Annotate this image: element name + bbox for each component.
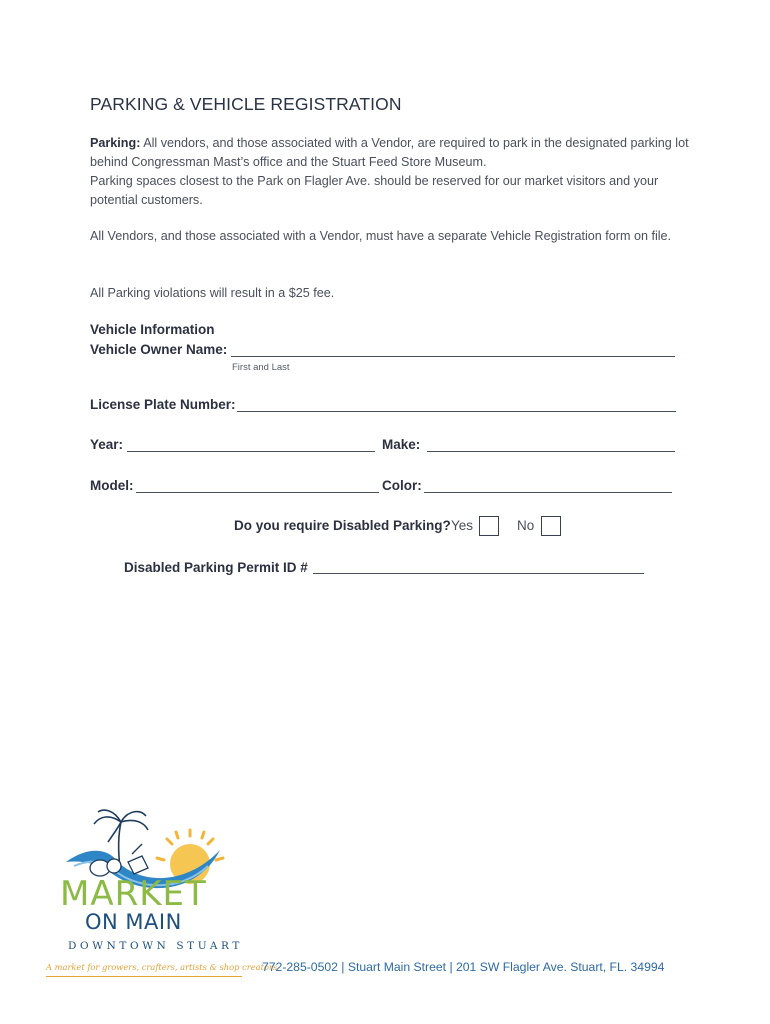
logo-tagline: A market for growers, crafters, artists & shop creators — [46, 962, 278, 972]
year-field[interactable] — [127, 451, 375, 452]
vehicle-info-heading: Vehicle Information — [90, 322, 215, 337]
make-label: Make: — [382, 437, 421, 452]
owner-name-label: Vehicle Owner Name: — [90, 342, 228, 357]
parking-spaces-text: Parking spaces closest to the Park on Flagler Ave. should be reserved for our market visitors and your potential customers. — [90, 174, 659, 207]
form-title: PARKING & VEHICLE REGISTRATION — [90, 94, 402, 114]
color-field[interactable] — [424, 492, 672, 493]
permit-id-label: Disabled Parking Permit ID # — [124, 560, 308, 575]
violations-paragraph: All Parking violations will result in a $25 fee. — [90, 286, 335, 300]
logo-market-text: MARKET — [60, 874, 207, 914]
yes-option-label: Yes — [451, 518, 474, 533]
no-checkbox[interactable] — [541, 516, 561, 536]
permit-id-field[interactable] — [313, 573, 644, 574]
logo-downtown-text: DOWNTOWN STUART — [68, 940, 243, 952]
parking-text: All vendors, and those associated with a Vendor, are required to park in the designated parking lot behind Congressman Mast’s office and the Stuart Feed Store Museum. — [90, 136, 689, 169]
disabled-parking-question: Do you require Disabled Parking? — [234, 518, 451, 533]
no-option-label: No — [517, 518, 535, 533]
model-label: Model: — [90, 478, 134, 493]
footer-contact: 772-285-0502 | Stuart Main Street | 201 SW Flagler Ave. Stuart, FL. 34994 — [262, 960, 665, 974]
yes-checkbox[interactable] — [479, 516, 499, 536]
parking-label: Parking: — [90, 136, 141, 150]
color-label: Color: — [382, 478, 422, 493]
logo-divider — [46, 976, 242, 977]
license-plate-label: License Plate Number: — [90, 397, 236, 412]
year-label: Year: — [90, 437, 124, 452]
vendors-paragraph: All Vendors, and those associated with a Vendor, must have a separate Vehicle Registration form on file. — [90, 229, 672, 243]
owner-name-hint: First and Last — [232, 362, 290, 373]
logo-on-main-text: ON MAIN — [85, 910, 182, 934]
owner-name-field[interactable] — [231, 356, 675, 357]
license-plate-field[interactable] — [237, 411, 676, 412]
make-field[interactable] — [427, 451, 675, 452]
model-field[interactable] — [136, 492, 379, 493]
parking-paragraph — [90, 134, 690, 210]
